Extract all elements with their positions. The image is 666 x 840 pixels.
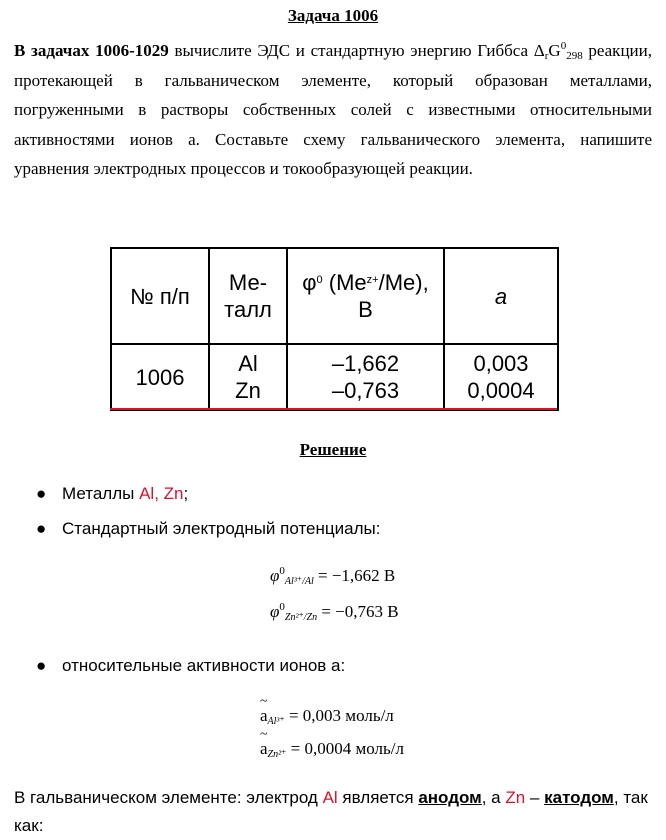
bullet-metals-suffix: ; (183, 484, 189, 503)
header-metal (209, 248, 287, 344)
conclusion-text (14, 784, 654, 840)
gibbs-letter: G (548, 41, 561, 60)
cell-number: 1006 (111, 344, 209, 410)
problem-title: Задача 1006 (287, 6, 379, 25)
bullet-potentials-text: Стандартный электродный потенциалы: (62, 519, 381, 538)
conclusion-zn: Zn (505, 788, 526, 807)
formula-phi-al (270, 566, 395, 586)
bullet-metals-prefix: Металлы (62, 484, 140, 503)
formula-phi-zn-sup: 0 (279, 601, 285, 613)
gibbs-subscript: 298 (566, 50, 583, 62)
header-potential (287, 248, 444, 344)
cell-potentials (287, 344, 444, 410)
conclusion-part2: является (337, 788, 419, 807)
statement-bold-prefix: В задачах 1006-1029 (14, 41, 169, 60)
conclusion-part3: , а (481, 788, 506, 807)
formula-a-al (260, 694, 394, 727)
formula-phi-zn (270, 602, 399, 622)
statement-text-end: реакции, протекающей в гальваническом элементе, который образован металлами, погруженными в растворы собственных солей с известными относительными активностями ионов a. Составьте схему гальванического элемента, напишите уравнения электродных процессов и токообразующей реакции. (14, 41, 652, 179)
formula-phi-al-sup: 0 (279, 565, 285, 577)
formula-a-zn-letter: a (260, 739, 268, 758)
phi-superscript: 0 (316, 274, 323, 286)
statement-text-start: вычислите ЭДС и стандартную энергию Гиббса Δ (168, 41, 545, 60)
bullet-potentials (36, 519, 380, 539)
header-number: № п/п (111, 248, 209, 344)
data-table-wrapper (110, 247, 559, 411)
solution-title: Решение (299, 440, 367, 459)
metal-zn: Zn (235, 378, 261, 403)
tilde-mark: ~ (260, 694, 268, 709)
formula-phi-zn-value: = −0,763 В (317, 602, 399, 621)
formula-a-al-symbol (260, 694, 268, 726)
conclusion-part4: – (525, 788, 545, 807)
bullet-activities-text: относительные активности ионов a: (62, 656, 346, 675)
header-potential-line1 (288, 269, 443, 296)
potential-al: –1,662 (331, 351, 400, 376)
formula-a-zn-value: = 0,0004 моль/л (286, 739, 404, 758)
cell-metals (209, 344, 287, 410)
header-metal-line1: Ме- (228, 270, 268, 295)
conclusion-anode: анодом (418, 788, 482, 807)
potential-zn: –0,763 (331, 378, 400, 403)
metal-al: Al (238, 351, 258, 376)
conclusion-al: Al (322, 788, 338, 807)
bullet-metals-names: Al, Zn (139, 484, 184, 503)
activity-al: 0,003 (473, 351, 529, 376)
delta-subscript: r (544, 50, 549, 62)
bullet-activities (36, 656, 345, 676)
gibbs-superscript: 0 (560, 40, 567, 52)
tilde-mark: ~ (260, 727, 268, 742)
bullet-dot-icon: ● (36, 519, 47, 538)
formula-phi-zn-symbol: φ (270, 602, 280, 621)
ion-charge: z+ (366, 274, 379, 286)
header-activity: a (444, 248, 558, 344)
table-header-row (111, 248, 558, 344)
formula-phi-al-value: = −1,662 В (313, 566, 396, 585)
phi-end: /Me), (378, 270, 429, 295)
formula-a-al-sub: Al³⁺ (267, 716, 285, 727)
red-underline (110, 408, 557, 410)
conclusion-part5: , так как: (14, 788, 648, 835)
formula-a-zn-sub: Zn²⁺ (267, 749, 287, 760)
formula-a-zn (260, 727, 404, 760)
formula-phi-al-symbol: φ (270, 566, 280, 585)
cell-activities (444, 344, 558, 410)
bullet-dot-icon: ● (36, 484, 47, 503)
phi-me: (Me (322, 270, 367, 295)
conclusion-cathode: катодом (544, 788, 614, 807)
bullet-metals (36, 484, 188, 504)
header-metal-line2: талл (224, 297, 272, 322)
formula-a-al-value: = 0,003 моль/л (284, 706, 394, 725)
formula-a-al-letter: a (260, 706, 268, 725)
table-row (111, 344, 558, 410)
activity-zn: 0,0004 (467, 378, 535, 403)
phi-symbol: φ (302, 270, 317, 295)
data-table (110, 247, 559, 411)
formula-phi-al-sub: Al³⁺/Al (284, 576, 314, 587)
bullet-dot-icon: ● (36, 656, 47, 675)
formula-phi-zn-sub: Zn²⁺/Zn (284, 612, 318, 623)
conclusion-part1: В гальваническом элементе: электрод (14, 788, 323, 807)
header-potential-unit: В (358, 297, 373, 322)
formula-a-zn-symbol (260, 727, 268, 759)
problem-statement (14, 36, 652, 184)
